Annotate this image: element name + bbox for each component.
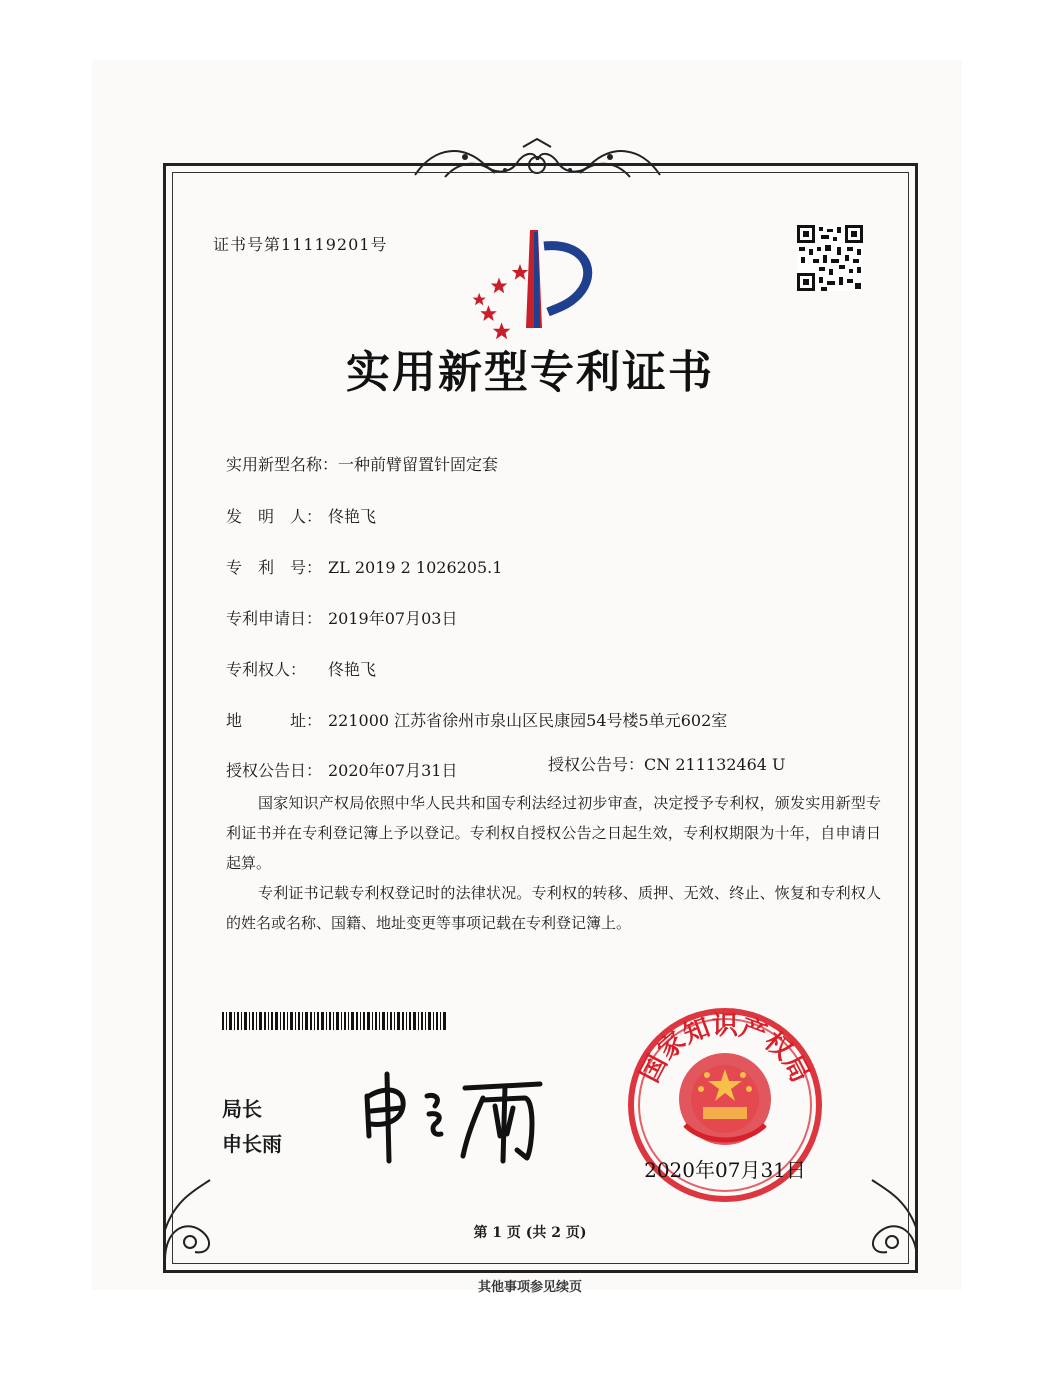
address-value: 221000 江苏省徐州市泉山区民康园54号楼5单元602室 (328, 711, 728, 730)
body-paragraph-2: 专利证书记载专利权登记时的法律状况。专利权的转移、质押、无效、终止、恢复和专利权人的姓名或名称、国籍、地址变更等事项记载在专利登记簿上。 (226, 884, 881, 932)
inventor-label: 发 明 人： (226, 507, 323, 526)
grant-number-label: 授权公告号： (548, 755, 645, 774)
filing-date-row (226, 606, 457, 629)
utility-model-name-label: 实用新型名称： (226, 455, 339, 474)
address-label: 地 址： (226, 711, 323, 730)
seal-date: 2020年07月31日 (644, 1158, 806, 1182)
utility-model-name-row (226, 452, 498, 475)
grant-date-value: 2020年07月31日 (328, 761, 458, 780)
national-emblem-icon (679, 1053, 771, 1145)
filing-date-value: 2019年07月03日 (328, 609, 458, 628)
grant-number-row (548, 752, 786, 775)
director-signature (355, 1066, 555, 1166)
patentee-row (226, 657, 376, 680)
director-name: 申长雨 (222, 1132, 282, 1156)
patent-office-logo-icon (472, 228, 602, 333)
continuation-note (0, 1276, 1060, 1285)
patent-number-row (226, 555, 502, 578)
certificate-title: 实用新型专利证书 (346, 347, 714, 398)
qr-code-icon (797, 225, 863, 291)
seal-text: 国家知识产权局 (634, 1011, 816, 1088)
barcode-icon (222, 1012, 447, 1030)
utility-model-name-value: 一种前臂留置针固定套 (338, 455, 499, 474)
inventor-value: 佟艳飞 (328, 507, 377, 526)
grant-date-row (226, 758, 457, 781)
grant-number-value: CN 211132464 U (644, 755, 786, 774)
certificate-number: 证书号第11119201号 (213, 235, 388, 254)
page-number: 第 1 页 (共 2 页) (473, 1225, 587, 1241)
body-paragraph-1: 国家知识产权局依照中华人民共和国专利法经过初步审查，决定授予专利权，颁发实用新型专利证书并在专利登记簿上予以登记。专利权自授权公告之日起生效，专利权期限为十年，自申请日起算。 (226, 794, 881, 872)
certificate-body-text (226, 788, 881, 938)
patentee-label: 专利权人： (226, 660, 307, 679)
inventor-row (226, 504, 376, 527)
patent-number-label: 专 利 号： (226, 558, 323, 577)
address-row (226, 708, 727, 731)
director-title: 局长 (222, 1097, 262, 1121)
official-seal (625, 1005, 825, 1205)
filing-date-label: 专利申请日： (226, 609, 323, 628)
patent-number-value: ZL 2019 2 1026205.1 (328, 558, 503, 577)
grant-date-label: 授权公告日： (226, 761, 323, 780)
patentee-value: 佟艳飞 (328, 660, 377, 679)
